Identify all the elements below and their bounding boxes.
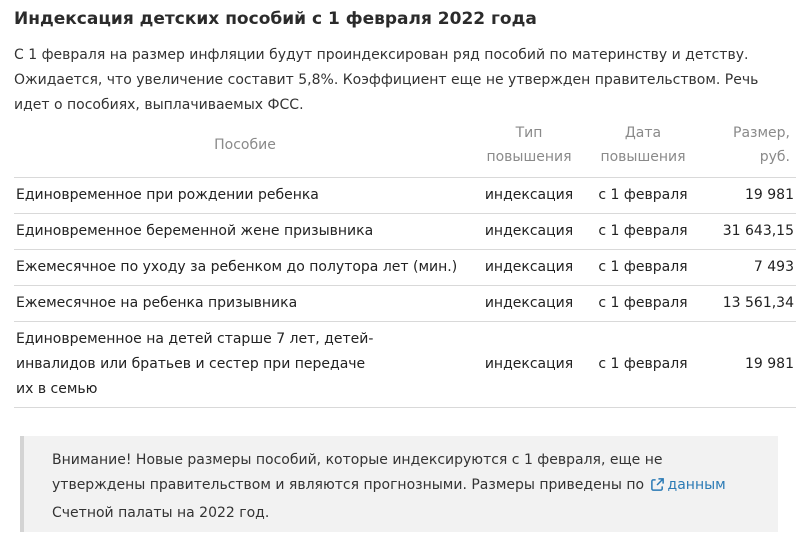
source-link-text: данным — [667, 477, 726, 493]
row-benefit-name: Ежемесячное на ребенка призывника — [14, 286, 476, 322]
row-amount: 19 981 — [704, 178, 796, 214]
notice-text: Внимание! Новые размеры пособий, которые индексируются с 1 февраля, еще не утверждены правительством и являются прогнозными. Размеры приведены по — [52, 452, 663, 493]
row-benefit-name: Единовременное при рождении ребенка — [14, 178, 476, 214]
table-row — [14, 286, 796, 322]
table-row — [14, 250, 796, 286]
notice-text-end: Счетной палаты на 2022 год. — [52, 505, 270, 521]
row-amount: 7 493 — [704, 250, 796, 286]
row-increase-date: с 1 февраля — [582, 214, 704, 250]
table-row — [14, 322, 796, 408]
header-amount: Размер, руб. — [733, 125, 790, 165]
benefits-table — [14, 121, 796, 408]
external-link-icon — [650, 476, 665, 501]
row-amount: 13 561,34 — [704, 286, 796, 322]
source-link[interactable] — [649, 477, 726, 493]
row-benefit-name: Единовременное на детей старше 7 лет, детей-инвалидов или братьев и сестер при передаче их в семью — [14, 322, 476, 408]
row-benefit-name: Единовременное беременной жене призывника — [14, 214, 476, 250]
row-increase-type: индексация — [476, 214, 582, 250]
row-increase-type: индексация — [476, 322, 582, 408]
row-increase-date: с 1 февраля — [582, 286, 704, 322]
row-increase-date: с 1 февраля — [582, 322, 704, 408]
table-row — [14, 178, 796, 214]
header-increase-type: Тип повышения — [486, 125, 572, 165]
row-increase-type: индексация — [476, 178, 582, 214]
row-amount: 19 981 — [704, 322, 796, 408]
notice-box — [20, 436, 778, 532]
row-amount: 31 643,15 — [704, 214, 796, 250]
row-increase-type: индексация — [476, 250, 582, 286]
table-row — [14, 214, 796, 250]
row-benefit-name: Ежемесячное по уходу за ребенком до полутора лет (мин.) — [14, 250, 476, 286]
header-benefit: Пособие — [214, 137, 276, 153]
intro-paragraph: С 1 февраля на размер инфляции будут проиндексирован ряд пособий по материнству и детству. Ожидается, что увеличение составит 5,8%. Коэффициент еще не утвержден правительством. Речь идет о пособиях, выплачиваемых ФСС. — [14, 47, 759, 113]
row-increase-type: индексация — [476, 286, 582, 322]
page-title: Индексация детских пособий с 1 февраля 2022 года — [14, 9, 537, 29]
table-header-row — [14, 121, 796, 178]
header-increase-date: Дата повышения — [600, 125, 686, 165]
row-increase-date: с 1 февраля — [582, 250, 704, 286]
row-increase-date: с 1 февраля — [582, 178, 704, 214]
